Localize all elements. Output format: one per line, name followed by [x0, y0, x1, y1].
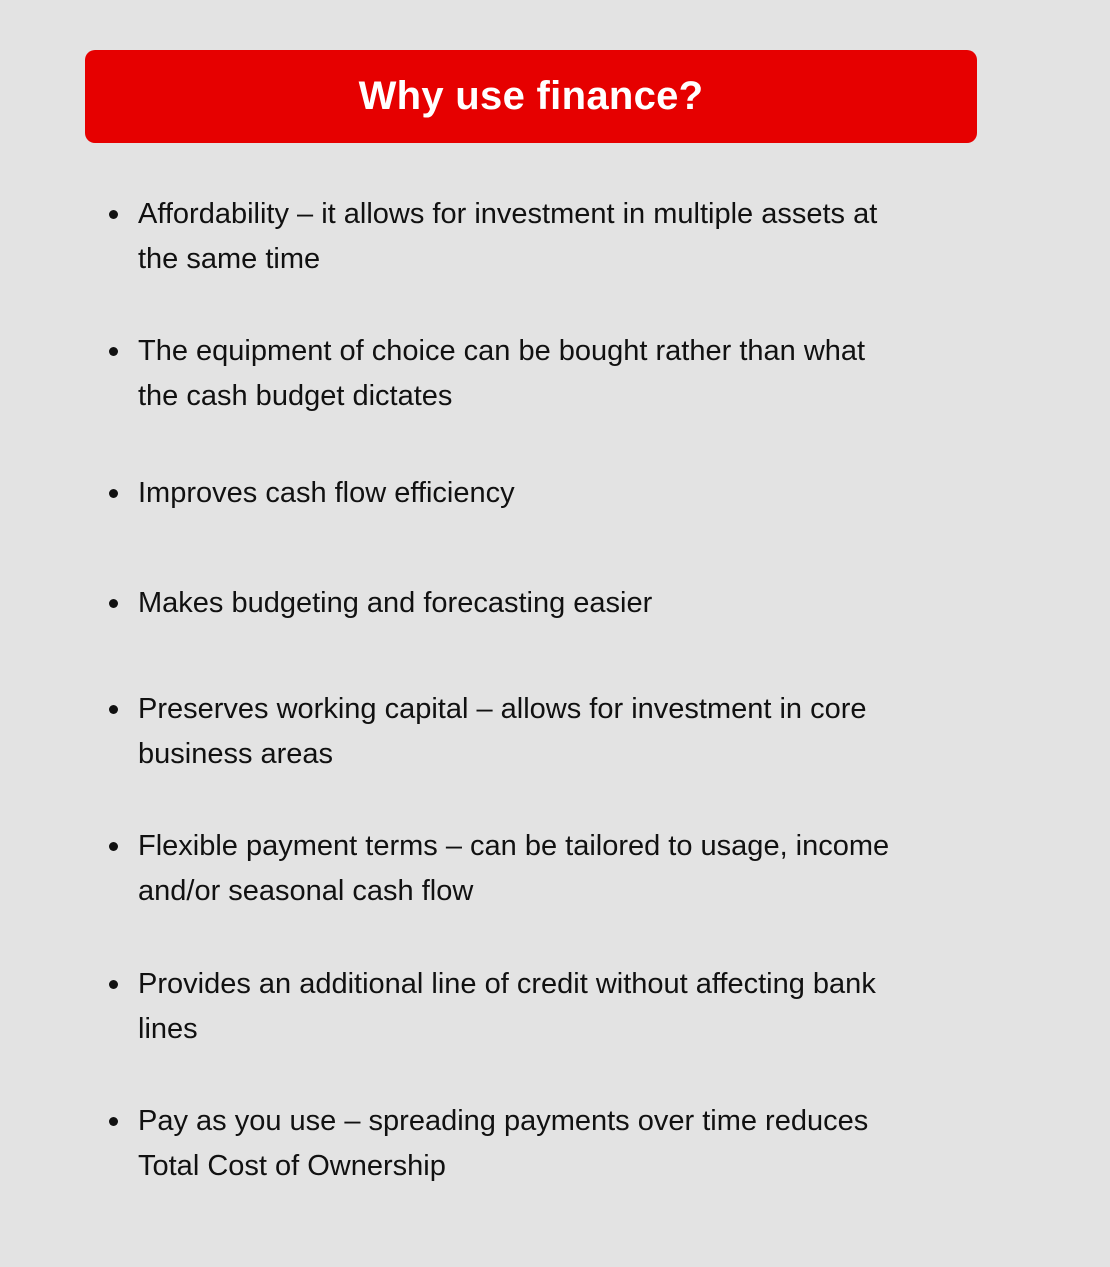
list-item	[106, 471, 966, 516]
list-item-text	[138, 192, 958, 282]
bullet-icon	[109, 210, 118, 219]
bullet-icon	[109, 347, 118, 356]
list-item-line: Provides an additional line of credit without affecting bank	[138, 968, 876, 1000]
list-item	[106, 1099, 966, 1189]
list-item-line: Affordability – it allows for investment in multiple assets at	[138, 198, 878, 230]
title-banner	[85, 50, 977, 143]
list-item-line: lines	[138, 1013, 198, 1045]
list-item-line: the same time	[138, 243, 321, 275]
page-title: Why use finance?	[358, 74, 704, 118]
list-item	[106, 687, 966, 777]
list-item-text	[138, 824, 958, 914]
list-item	[106, 329, 966, 419]
list-item	[106, 192, 966, 282]
list-item	[106, 824, 966, 914]
list-item-text	[138, 329, 958, 419]
bullet-icon	[109, 599, 118, 608]
list-item-line: Total Cost of Ownership	[138, 1150, 446, 1182]
list-item-text	[138, 581, 958, 626]
list-item-line: and/or seasonal cash flow	[138, 875, 474, 907]
list-item-text	[138, 962, 958, 1052]
list-item-line: Improves cash flow efficiency	[138, 477, 515, 509]
list-item	[106, 581, 966, 626]
bullet-icon	[109, 1117, 118, 1126]
list-item-line: Flexible payment terms – can be tailored to usage, income	[138, 830, 890, 862]
bullet-icon	[109, 980, 118, 989]
bullet-icon	[109, 489, 118, 498]
list-item-line: business areas	[138, 738, 334, 770]
bullet-icon	[109, 705, 118, 714]
list-item-text	[138, 471, 958, 516]
list-item-text	[138, 1099, 958, 1189]
list-item-line: The equipment of choice can be bought rather than what	[138, 335, 866, 367]
list-item-line: the cash budget dictates	[138, 380, 453, 412]
list-item-line: Makes budgeting and forecasting easier	[138, 587, 653, 619]
list-item-line: Pay as you use – spreading payments over time reduces	[138, 1105, 869, 1137]
list-item	[106, 962, 966, 1052]
list-item-text	[138, 687, 958, 777]
list-item-line: Preserves working capital – allows for investment in core	[138, 693, 867, 725]
bullet-icon	[109, 842, 118, 851]
